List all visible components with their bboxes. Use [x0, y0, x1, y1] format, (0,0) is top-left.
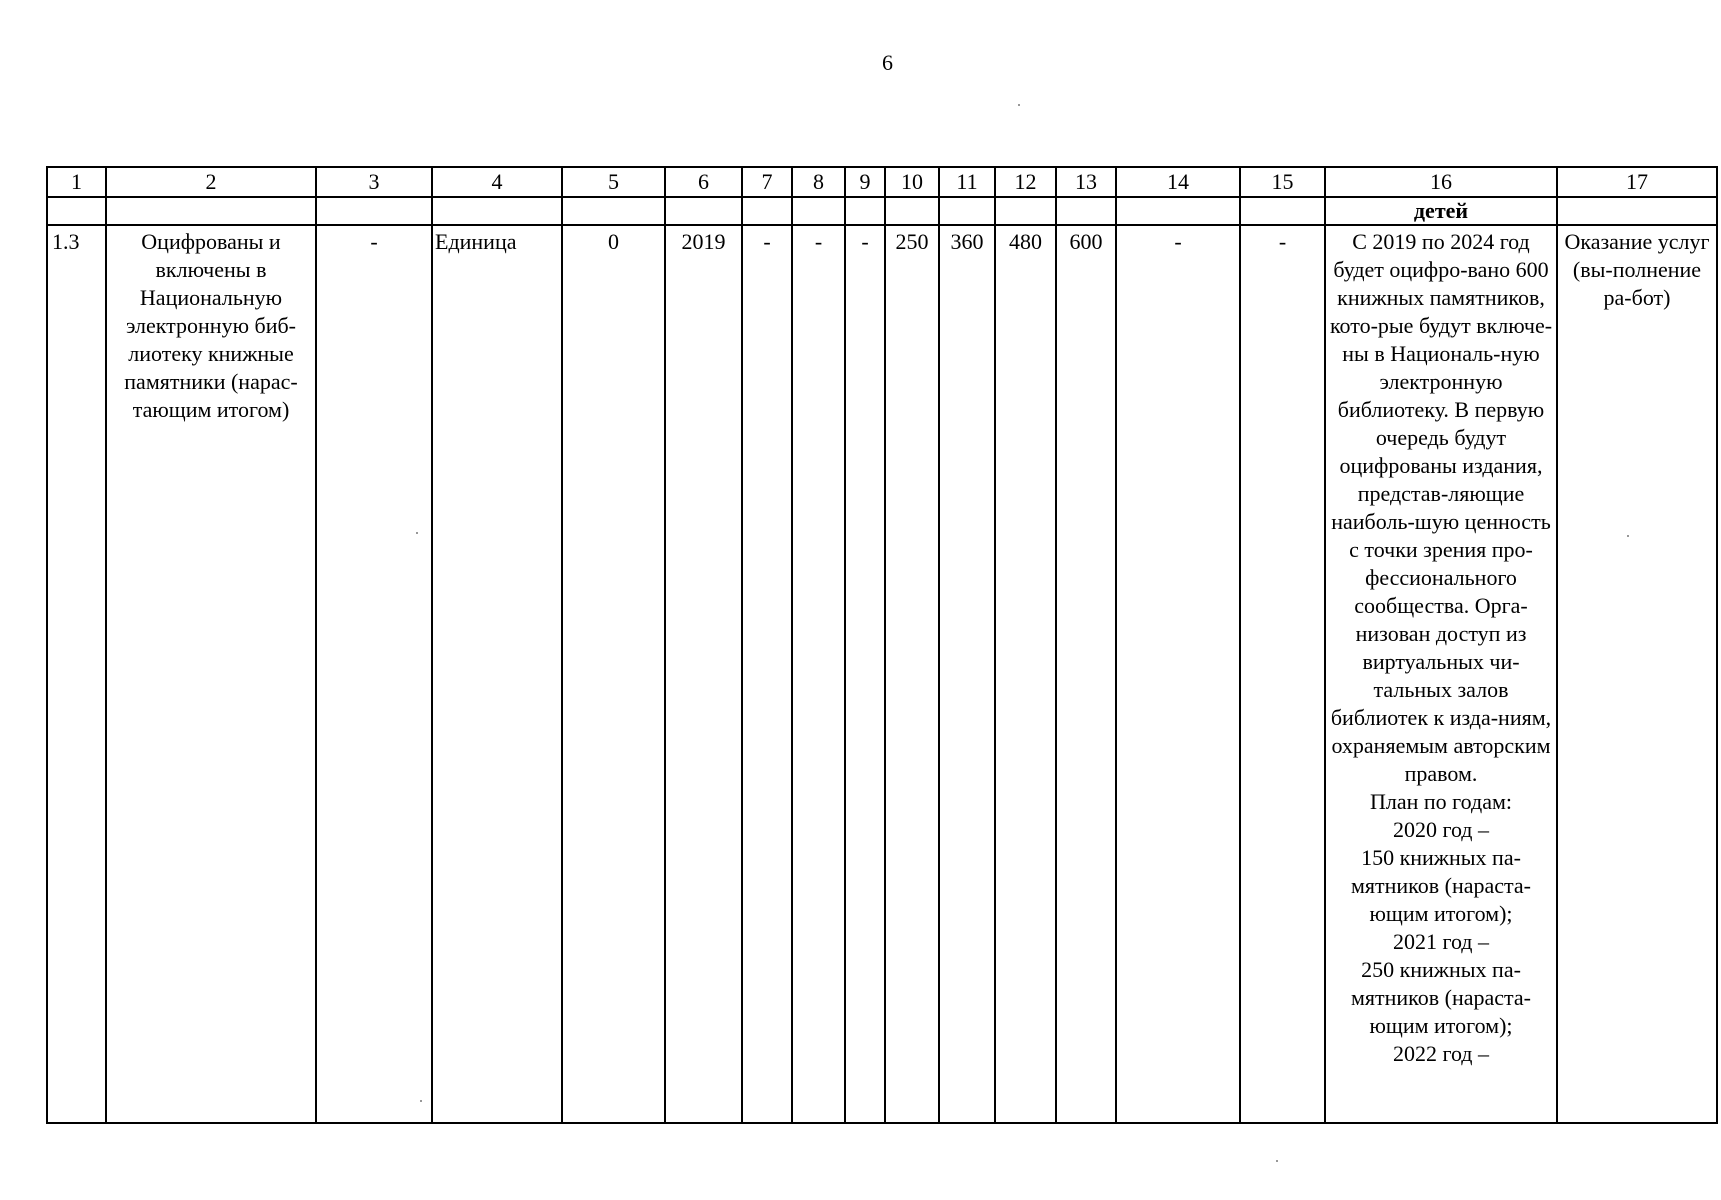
indicators-table: [46, 166, 1718, 1124]
column-header: 13: [1056, 167, 1116, 197]
empty-cell: [1116, 197, 1240, 225]
column-header: 2: [106, 167, 316, 197]
empty-cell: [1056, 197, 1116, 225]
description-cell: [1325, 225, 1557, 1123]
col12-cell: 480: [995, 225, 1056, 1123]
column-header: 1: [47, 167, 106, 197]
col7-cell: -: [742, 225, 792, 1123]
empty-cell: [995, 197, 1056, 225]
scan-speck: [1018, 104, 1020, 106]
continued-text-cell: детей: [1325, 197, 1557, 225]
col17-cell: Оказание услуг (вы-полнение ра-бот): [1557, 225, 1717, 1123]
col8-cell: -: [792, 225, 845, 1123]
row-number-cell: 1.3: [47, 225, 106, 1123]
column-header: 17: [1557, 167, 1717, 197]
continuation-row: [47, 197, 1717, 225]
col14-cell: -: [1116, 225, 1240, 1123]
column-header: 5: [562, 167, 665, 197]
col10-cell: 250: [885, 225, 939, 1123]
empty-cell: [742, 197, 792, 225]
column-header: 9: [845, 167, 885, 197]
column-header: 6: [665, 167, 742, 197]
base-year-cell: 2019: [665, 225, 742, 1123]
column-header: 12: [995, 167, 1056, 197]
empty-cell: [47, 197, 106, 225]
column-header: 11: [939, 167, 995, 197]
column-number-row: [47, 167, 1717, 197]
column-header: 4: [432, 167, 562, 197]
empty-cell: [665, 197, 742, 225]
column-header: 10: [885, 167, 939, 197]
plan-year-2020: 2020 год –: [1392, 817, 1490, 842]
plan-value-2020: 150 книжных па-мятников (нараста-ющим итогом);: [1350, 845, 1532, 926]
column-header: 8: [792, 167, 845, 197]
column-header: 14: [1116, 167, 1240, 197]
plan-by-years-heading: План по годам:: [1369, 789, 1512, 814]
column-header: 16: [1325, 167, 1557, 197]
column-header: 15: [1240, 167, 1325, 197]
plan-value-2021: 250 книжных па-мятников (нараста-ющим итогом);: [1350, 957, 1532, 1038]
empty-cell: [792, 197, 845, 225]
col13-cell: 600: [1056, 225, 1116, 1123]
empty-cell: [1557, 197, 1717, 225]
empty-cell: [316, 197, 432, 225]
indicator-name-cell: Оцифрованы и включены в Национальную электронную биб-лиотеку книжные памятники (нарас-тающим итогом): [106, 225, 316, 1123]
column-header: 3: [316, 167, 432, 197]
empty-cell: [432, 197, 562, 225]
empty-cell: [885, 197, 939, 225]
col15-cell: -: [1240, 225, 1325, 1123]
indicator-row-1-3: [47, 225, 1717, 1123]
col11-cell: 360: [939, 225, 995, 1123]
col3-cell: -: [316, 225, 432, 1123]
empty-cell: [845, 197, 885, 225]
scan-speck: [1276, 1160, 1278, 1162]
column-header: 7: [742, 167, 792, 197]
plan-year-2022: 2022 год –: [1392, 1041, 1490, 1066]
page-number: 6: [882, 50, 893, 75]
empty-cell: [562, 197, 665, 225]
unit-cell: Единица: [432, 225, 562, 1123]
base-value-cell: 0: [562, 225, 665, 1123]
plan-year-2021: 2021 год –: [1392, 929, 1490, 954]
empty-cell: [106, 197, 316, 225]
description-text: С 2019 по 2024 год будет оцифро-вано 600 книжных памятников, кото-рые будут включе-ны в Националь-ную электронную библиотеку. В первую очередь будут оцифрованы издания, представ-ляющие наиболь-шую ценность с точки зрения про-фессионального сообщества. Орга-низован доступ из виртуальных чи-тальных залов библиотек к изда-ниям, охраняемым авторским правом.: [1329, 229, 1553, 786]
empty-cell: [1240, 197, 1325, 225]
empty-cell: [939, 197, 995, 225]
col9-cell: -: [845, 225, 885, 1123]
